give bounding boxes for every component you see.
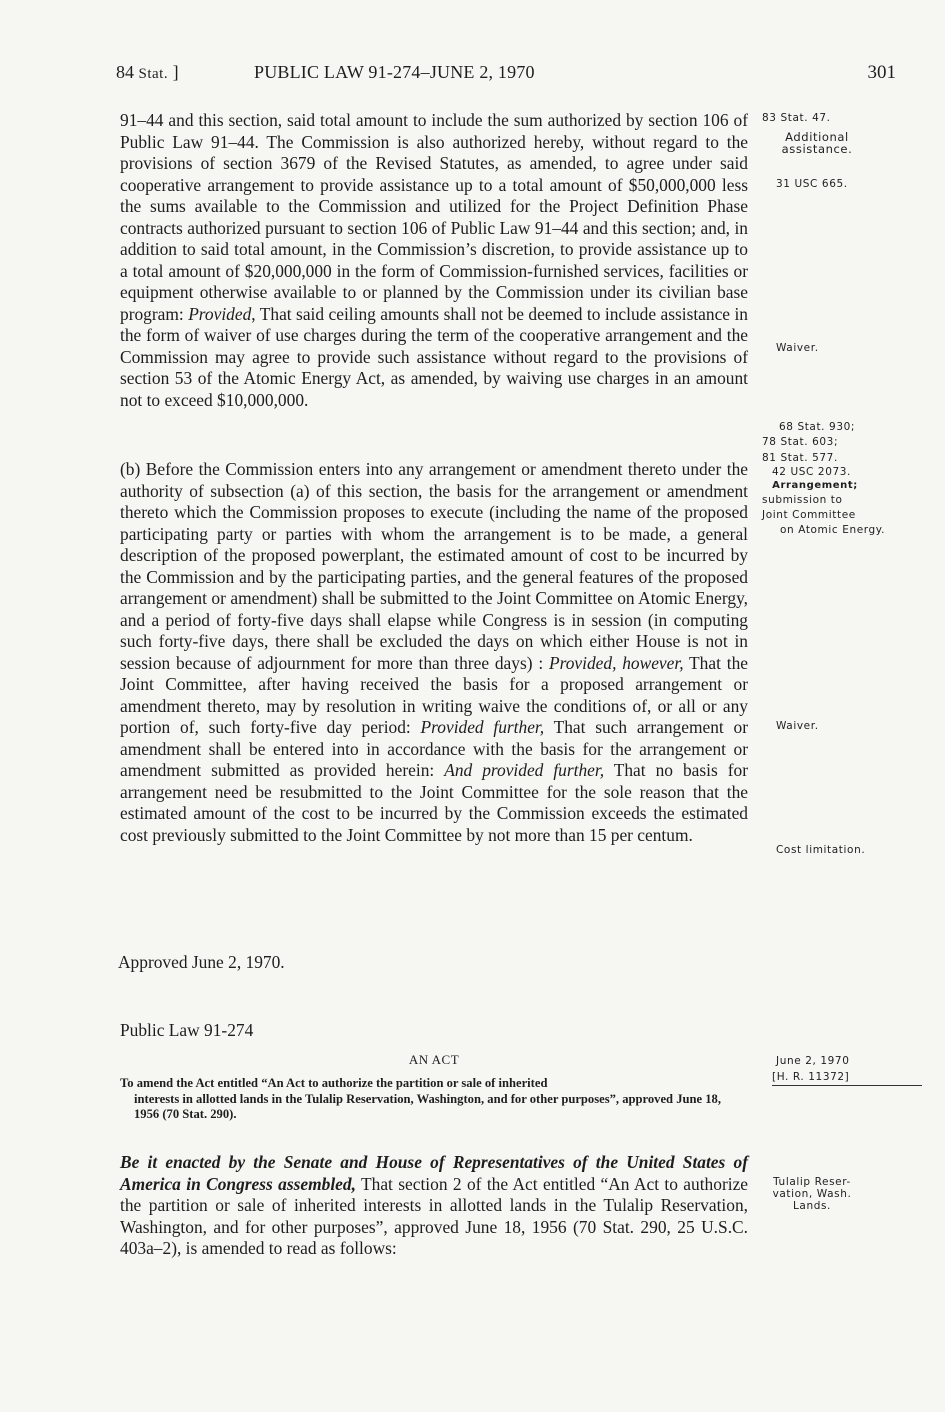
header-title: PUBLIC LAW 91-274–JUNE 2, 1970	[254, 62, 535, 82]
margin-note-stat-citations: 68 Stat. 930;	[778, 421, 856, 433]
margin-note-stat-577: 81 Stat. 577.	[762, 452, 838, 464]
margin-note-submission: submission to	[762, 494, 843, 506]
enacting-paragraph: Be it enacted by the Senate and House of Representatives of the United States of America in Congress assembled, That section 2 of the Act entitled “An Act to authorize the partition or sale of inherited interests in allotted lands in the Tulalip Reservation, Washington, and for other purposes”, approved June 18, 1956 (70 Stat. 290, 25 U.S.C. 403a–2), is amended to read as follows:	[120, 1152, 749, 1258]
page-number: 301	[867, 62, 896, 83]
public-law-number: Public Law 91-274	[120, 1020, 254, 1040]
margin-note-joint-committee: Joint Committee	[762, 509, 856, 521]
paragraph-a-continued: 91–44 and this section, said total amount to include the sum authorized by section 106 of Public Law 91–44. The Commission is also authorized hereby, without regard to the provisions of section 3679 of the Revised Statutes, as amended, to agree under said cooperative arrangement to provide assistance up to a total amount of $50,000,000 less the sums available to the Commission and utilized for the Project Definition Phase contracts authorized pursuant to section 106 of Public Law 91–44 and this section; and, in addition to said total amount, in the Commission’s discretion, to provide assistance up to a total amount of $20,000,000 in the form of Commission-furnished services, facilities or equipment otherwise available to or planned by the Commission under its civilian base program: Provided, That said ceiling amounts shall not be deemed to include assistance in the form of waiver of use charges during the term of the cooperative arrangement and the Commission may agree to provide such assistance without regard to the provisions of section 53 of the Atomic Energy Act, as amended, by waiving use charges in an amount not to exceed $10,000,000.	[120, 110, 748, 410]
margin-note-waiver-1: Waiver.	[776, 342, 819, 354]
margin-note-arrangement: Arrangement;	[772, 480, 858, 491]
margin-note-atomic-energy: on Atomic Energy.	[780, 524, 886, 536]
bill-date: June 2, 1970	[776, 1055, 850, 1067]
bill-number: [H. R. 11372]	[772, 1071, 922, 1086]
margin-note-stat-603: 78 Stat. 603;	[762, 436, 839, 448]
margin-note-waiver-2: Waiver.	[776, 720, 819, 732]
long-title: To amend the Act entitled “An Act to authorize the partition or sale of inherited interests in allotted lands in the Tulalip Reservation, Washington, and for other purposes”, approved June 18, 1956 (70 Stat. 290).	[120, 1076, 721, 1121]
margin-note-usc-665: 31 USC 665.	[776, 178, 848, 190]
running-header	[116, 62, 896, 88]
paragraph-b: (b) Before the Commission enters into any arrangement or amendment thereto under the authority of subsection (a) of this section, the basis for the arrangement or amendment thereto which the Commission proposes to execute (including the name of the proposed participating party or parties with whom the arrangement is to be made, a general description of the proposed powerplant, the estimated amount of cost to be incurred by the Commission and by the participating parties, and the general features of the proposed arrangement or amendment) shall be submitted to the Joint Committee on Atomic Energy, and a period of forty-five days shall elapse while Congress is in session (in computing such forty-five days, there shall be excluded the days on which either House is not in session because of adjournment for more than three days) : Provided, however, That the Joint Committee, after having received the basis for a proposed arrangement or amendment thereto, may by resolution in writing waive the conditions of, or all or any portion of, such forty-five day period: Provided further, That such arrangement or amendment shall be entered into in accordance with the basis for the arrangement or amendment submitted as provided herein: And provided further, That no basis for arrangement need be resubmitted to the Joint Committee for the sole reason that the estimated amount of the cost to be incurred by the Commission exceeds the estimated cost previously submitted to the Joint Committee by not more than 15 per centum.	[120, 459, 748, 845]
an-act-heading: AN ACT	[408, 1052, 460, 1067]
margin-note-tulalip: Tulalip Reser- vation, Wash. Lands.	[772, 1176, 852, 1212]
margin-note-stat-47: 83 Stat. 47.	[762, 112, 831, 124]
margin-note-additional-assistance: Additional assistance.	[781, 130, 853, 156]
margin-note-cost-limitation: Cost limitation.	[776, 844, 866, 856]
margin-note-usc-2073: 42 USC 2073.	[772, 466, 851, 478]
statute-volume: 84 Stat. ]	[116, 62, 179, 82]
margin-note-bill	[772, 1055, 912, 1086]
approval-date: Approved June 2, 1970.	[118, 952, 285, 972]
